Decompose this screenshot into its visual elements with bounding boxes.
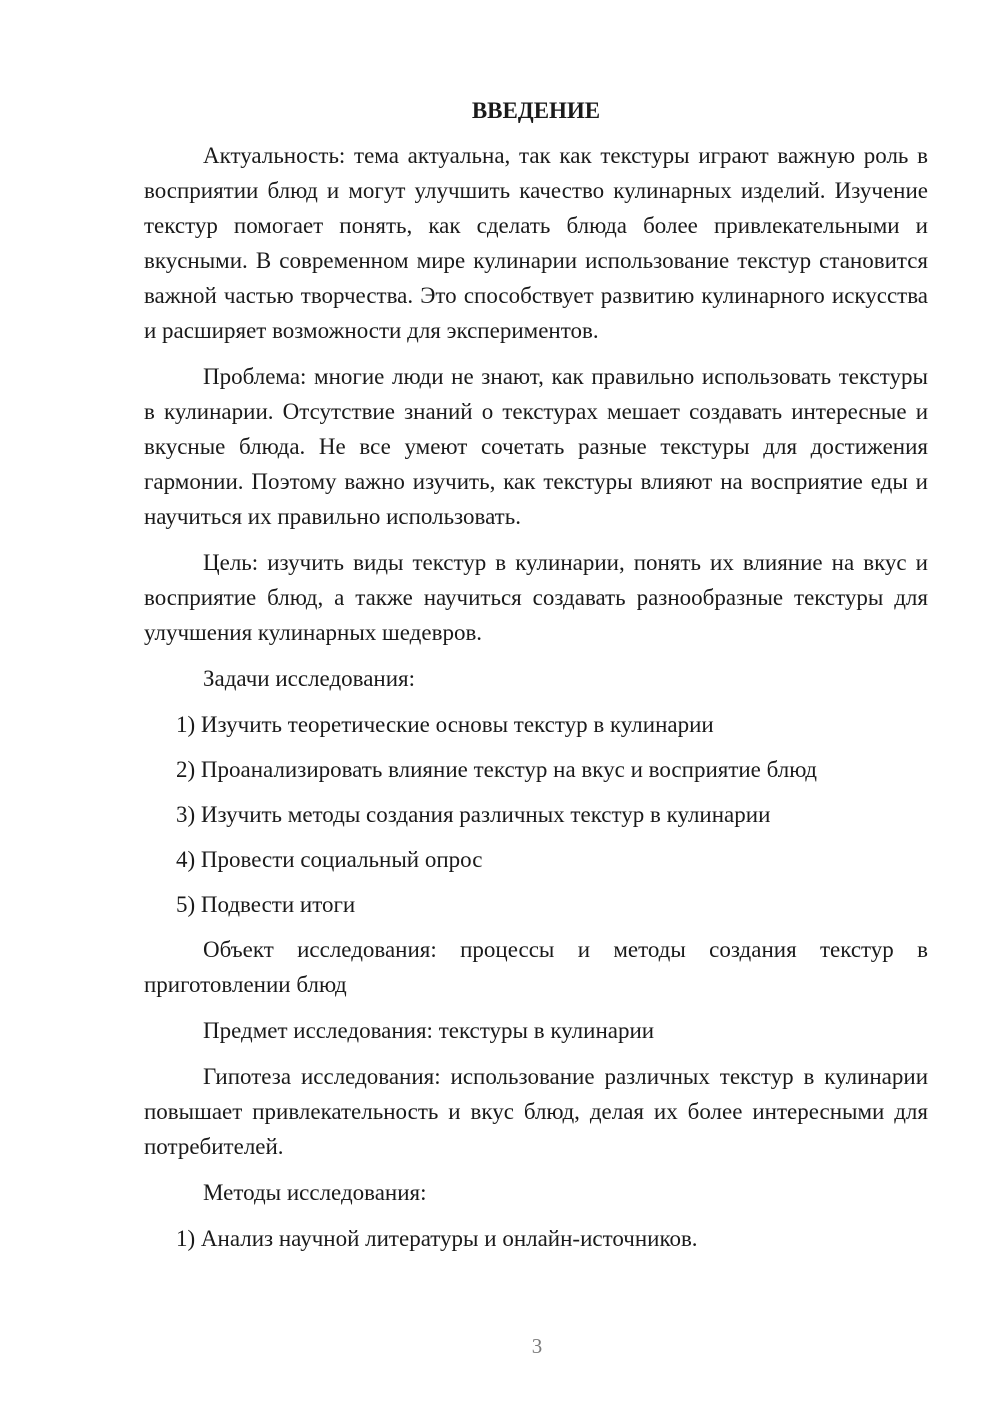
relevance-paragraph: Актуальность: тема актуальна, так как текстуры играют важную роль в восприятии блюд и могут улучшить качество кулинарных изделий. Изучение текстур помогает понять, как сделать блюда более привлекательными и вкусными. В современном мире кулинарии использование текстур становится важной частью творчества. Это способствует развитию кулинарного искусства и расширяет возможности для экспериментов.	[144, 143, 928, 343]
task-item: 4) Провести социальный опрос	[176, 847, 483, 872]
subject-paragraph: Предмет исследования: текстуры в кулинарии	[203, 1018, 655, 1043]
page-number: 3	[531, 1334, 543, 1358]
task-item: 1) Изучить теоретические основы текстур в кулинарии	[176, 712, 714, 737]
section-title: ВВЕДЕНИЕ	[471, 98, 601, 123]
hypothesis-paragraph: Гипотеза исследования: использование различных текстур в кулинарии повышает привлекательность и вкус блюд, делая их более интересными для потребителей.	[144, 1064, 928, 1159]
task-item: 3) Изучить методы создания различных текстур в кулинарии	[176, 802, 771, 827]
task-item: 5) Подвести итоги	[176, 892, 356, 917]
object-paragraph: Объект исследования: процессы и методы создания текстур в приготовлении блюд	[144, 937, 928, 997]
tasks-heading: Задачи исследования:	[203, 666, 416, 691]
task-item: 2) Проанализировать влияние текстур на вкус и восприятие блюд	[176, 757, 817, 782]
document-page	[144, 96, 928, 1266]
method-item: 1) Анализ научной литературы и онлайн-источников.	[176, 1226, 698, 1251]
methods-heading: Методы исследования:	[203, 1180, 427, 1205]
goal-paragraph: Цель: изучить виды текстур в кулинарии, понять их влияние на вкус и восприятие блюд, а также научиться создавать разнообразные текстуры для улучшения кулинарных шедевров.	[144, 550, 928, 645]
problem-paragraph: Проблема: многие люди не знают, как правильно использовать текстуры в кулинарии. Отсутствие знаний о текстурах мешает создавать интересные и вкусные блюда. Не все умеют сочетать разные текстуры для достижения гармонии. Поэтому важно изучить, как текстуры влияют на восприятие еды и научиться их правильно использовать.	[144, 364, 928, 529]
